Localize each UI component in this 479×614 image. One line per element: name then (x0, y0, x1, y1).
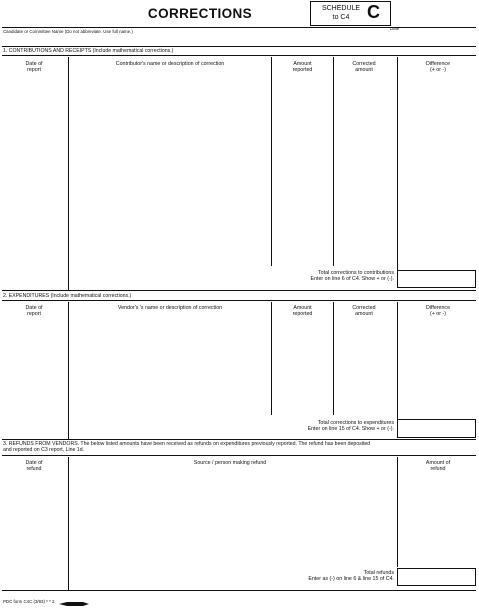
section2-col-difference: Difference (+ or -) (425, 305, 451, 318)
section3-col-source: Source / person making refund (193, 460, 267, 466)
section3-source-area[interactable] (70, 474, 397, 564)
section3-amount-area[interactable] (398, 474, 476, 566)
bottom-rule (2, 590, 476, 591)
header-rule (2, 27, 476, 28)
schedule-letter: C (367, 2, 380, 22)
section1-heading: 1. CONTRIBUTIONS AND RECEIPTS (Include mathematical corrections.) (3, 48, 174, 54)
section3-total-label: Total refunds Enter as (-) on line 6 & line 15 of C4. (308, 570, 394, 583)
section1-difference-area[interactable] (398, 74, 476, 268)
schedule-line2: to C4 (332, 14, 350, 21)
section1-col-difference: Difference (+ or -) (425, 61, 451, 74)
section2-description-area[interactable] (70, 318, 271, 413)
section3-divider-date (68, 457, 69, 591)
section2-col-amount: Amount reported (292, 305, 313, 318)
section1-col-corrected: Corrected amount (352, 61, 376, 74)
section2-total-box[interactable] (397, 419, 476, 438)
section1-divider-date (68, 57, 69, 290)
section2-corrected-area[interactable] (334, 318, 397, 413)
section1-description-area[interactable] (70, 74, 271, 264)
section3-total-box[interactable] (397, 568, 476, 586)
schedule-line1: SCHEDULE (321, 5, 361, 12)
candidate-name-label: Candidate or Committee Name (Do not abbreviate. Use full name.) (3, 29, 133, 34)
section1-col-description: Contributor's name or description of correction (115, 61, 225, 67)
section2-col-description: Vendor's 's name or description of correction (117, 305, 223, 311)
pen-icon (59, 596, 89, 606)
section1-col-amount: Amount reported (292, 61, 313, 74)
section1-total-box[interactable] (397, 270, 476, 288)
section3-top-rule (2, 439, 476, 440)
section1-heading-rule (2, 55, 476, 56)
schedule-label (319, 4, 363, 22)
schedule-box (310, 1, 391, 26)
section1-top-rule (2, 46, 476, 47)
section1-col-date: Date of report (25, 61, 43, 74)
section2-total-label: Total corrections to expenditures Enter on line 15 of C4. Show + or (-). (307, 420, 394, 433)
section1-total-label: Total corrections to contributions Enter on line 6 of C4. Show + or (-). (310, 270, 394, 283)
section3-heading: 3. REFUNDS FROM VENDORS. The below listed amounts have been received as refunds on expenditures previously reported. The refund has been deposited and reported on C3 report, Line 1d. (3, 441, 371, 454)
date-label: Date (390, 26, 400, 31)
section3-heading-rule (2, 455, 476, 456)
section2-col-corrected: Corrected amount (352, 305, 376, 318)
candidate-name-field[interactable] (2, 34, 476, 46)
section2-top-rule (2, 290, 476, 291)
form-id-label: PDC form C4C (3/93) * * 2 (3, 599, 55, 604)
section2-difference-area[interactable] (398, 318, 476, 417)
section2-divider-date (68, 302, 69, 439)
section2-amount-area[interactable] (272, 318, 333, 413)
section3-col-date: Date of refund (25, 460, 43, 473)
section1-corrected-area[interactable] (334, 74, 397, 264)
section3-col-amount: Amount of refund (425, 460, 451, 473)
section2-heading-rule (2, 300, 476, 301)
section1-amount-area[interactable] (272, 74, 333, 264)
page-title: CORRECTIONS (147, 6, 253, 21)
section2-col-date: Date of report (25, 305, 43, 318)
section2-heading: 2. EXPENDITURES (Include mathematical corrections.) (3, 293, 132, 299)
